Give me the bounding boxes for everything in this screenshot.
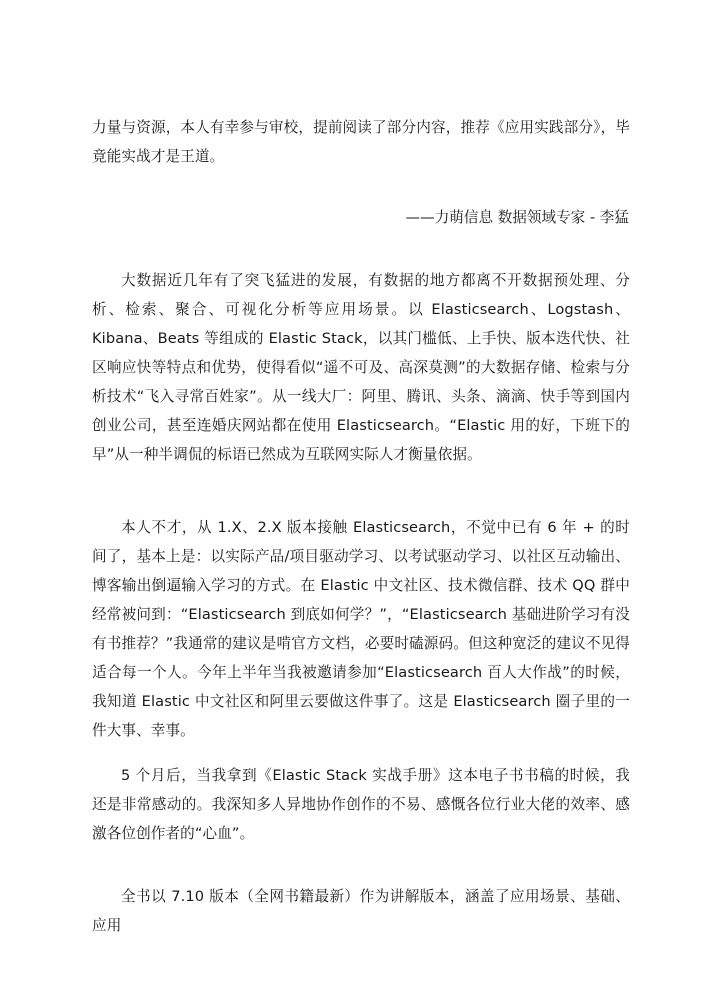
intro-tail-paragraph: 力量与资源，本人有幸参与审校，提前阅读了部分内容，推荐《应用实践部分》，毕竟能实战才是王道。 xyxy=(92,119,630,165)
paragraph-book-coverage: 全书以 7.10 版本（全网书籍最新）作为讲解版本，涵盖了应用场景、基础、应用 xyxy=(92,888,630,934)
paragraph-manuscript: 5 个月后，当我拿到《Elastic Stack 实战手册》这本电子书书稿的时候，我还是非常感动的。我深知多人异地协作创作的不易、感慨各位行业大佬的效率、感激各位创作者的“心血”。 xyxy=(92,767,630,842)
paragraph-experience: 本人不才，从 1.X、2.X 版本接触 Elasticsearch，不觉中已有 6 年 + 的时间了，基本上是：以实际产品/项目驱动学习、以考试驱动学习、以社区互动输出、博客输出倒逼输入学习的方式。在 Elastic 中文社区、技术微信群、技术 QQ 群中经常被问到：“Elasticsearch 到底如何学？”，“Elasticsearch 基础进阶学习有没有书推荐？”我通常的建议是啃官方文档，必要时磕源码。但这种宽泛的建议不见得适合每一个人。今年上半年当我被邀请参加“Elasticsearch 百人大作战”的时候，我知道 Elastic 中文社区和阿里云要做这件事了。这是 Elasticsearch 圈子里的一件大事、幸事。 xyxy=(92,519,630,739)
signature-line: ——力萌信息 数据领域专家 - 李猛 xyxy=(405,209,629,226)
paragraph-bigdata: 大数据近几年有了突飞猛进的发展，有数据的地方都离不开数据预处理、分析、检索、聚合、可视化分析等应用场景。以 Elasticsearch、Logstash、Kibana、Beats 等组成的 Elastic Stack，以其门槛低、上手快、版本迭代快、社区响应快等特点和优势，使得看似“遥不可及、高深莫测”的大数据存储、检索与分析技术“飞入寻常百姓家”。从一线大厂：阿里、腾讯、头条、滴滴、快手等到国内创业公司，甚至连婚庆网站都在使用 Elasticsearch。“Elastic 用的好，下班下的早”从一种半调侃的标语已然成为互联网实际人才衡量依据。 xyxy=(92,272,630,463)
